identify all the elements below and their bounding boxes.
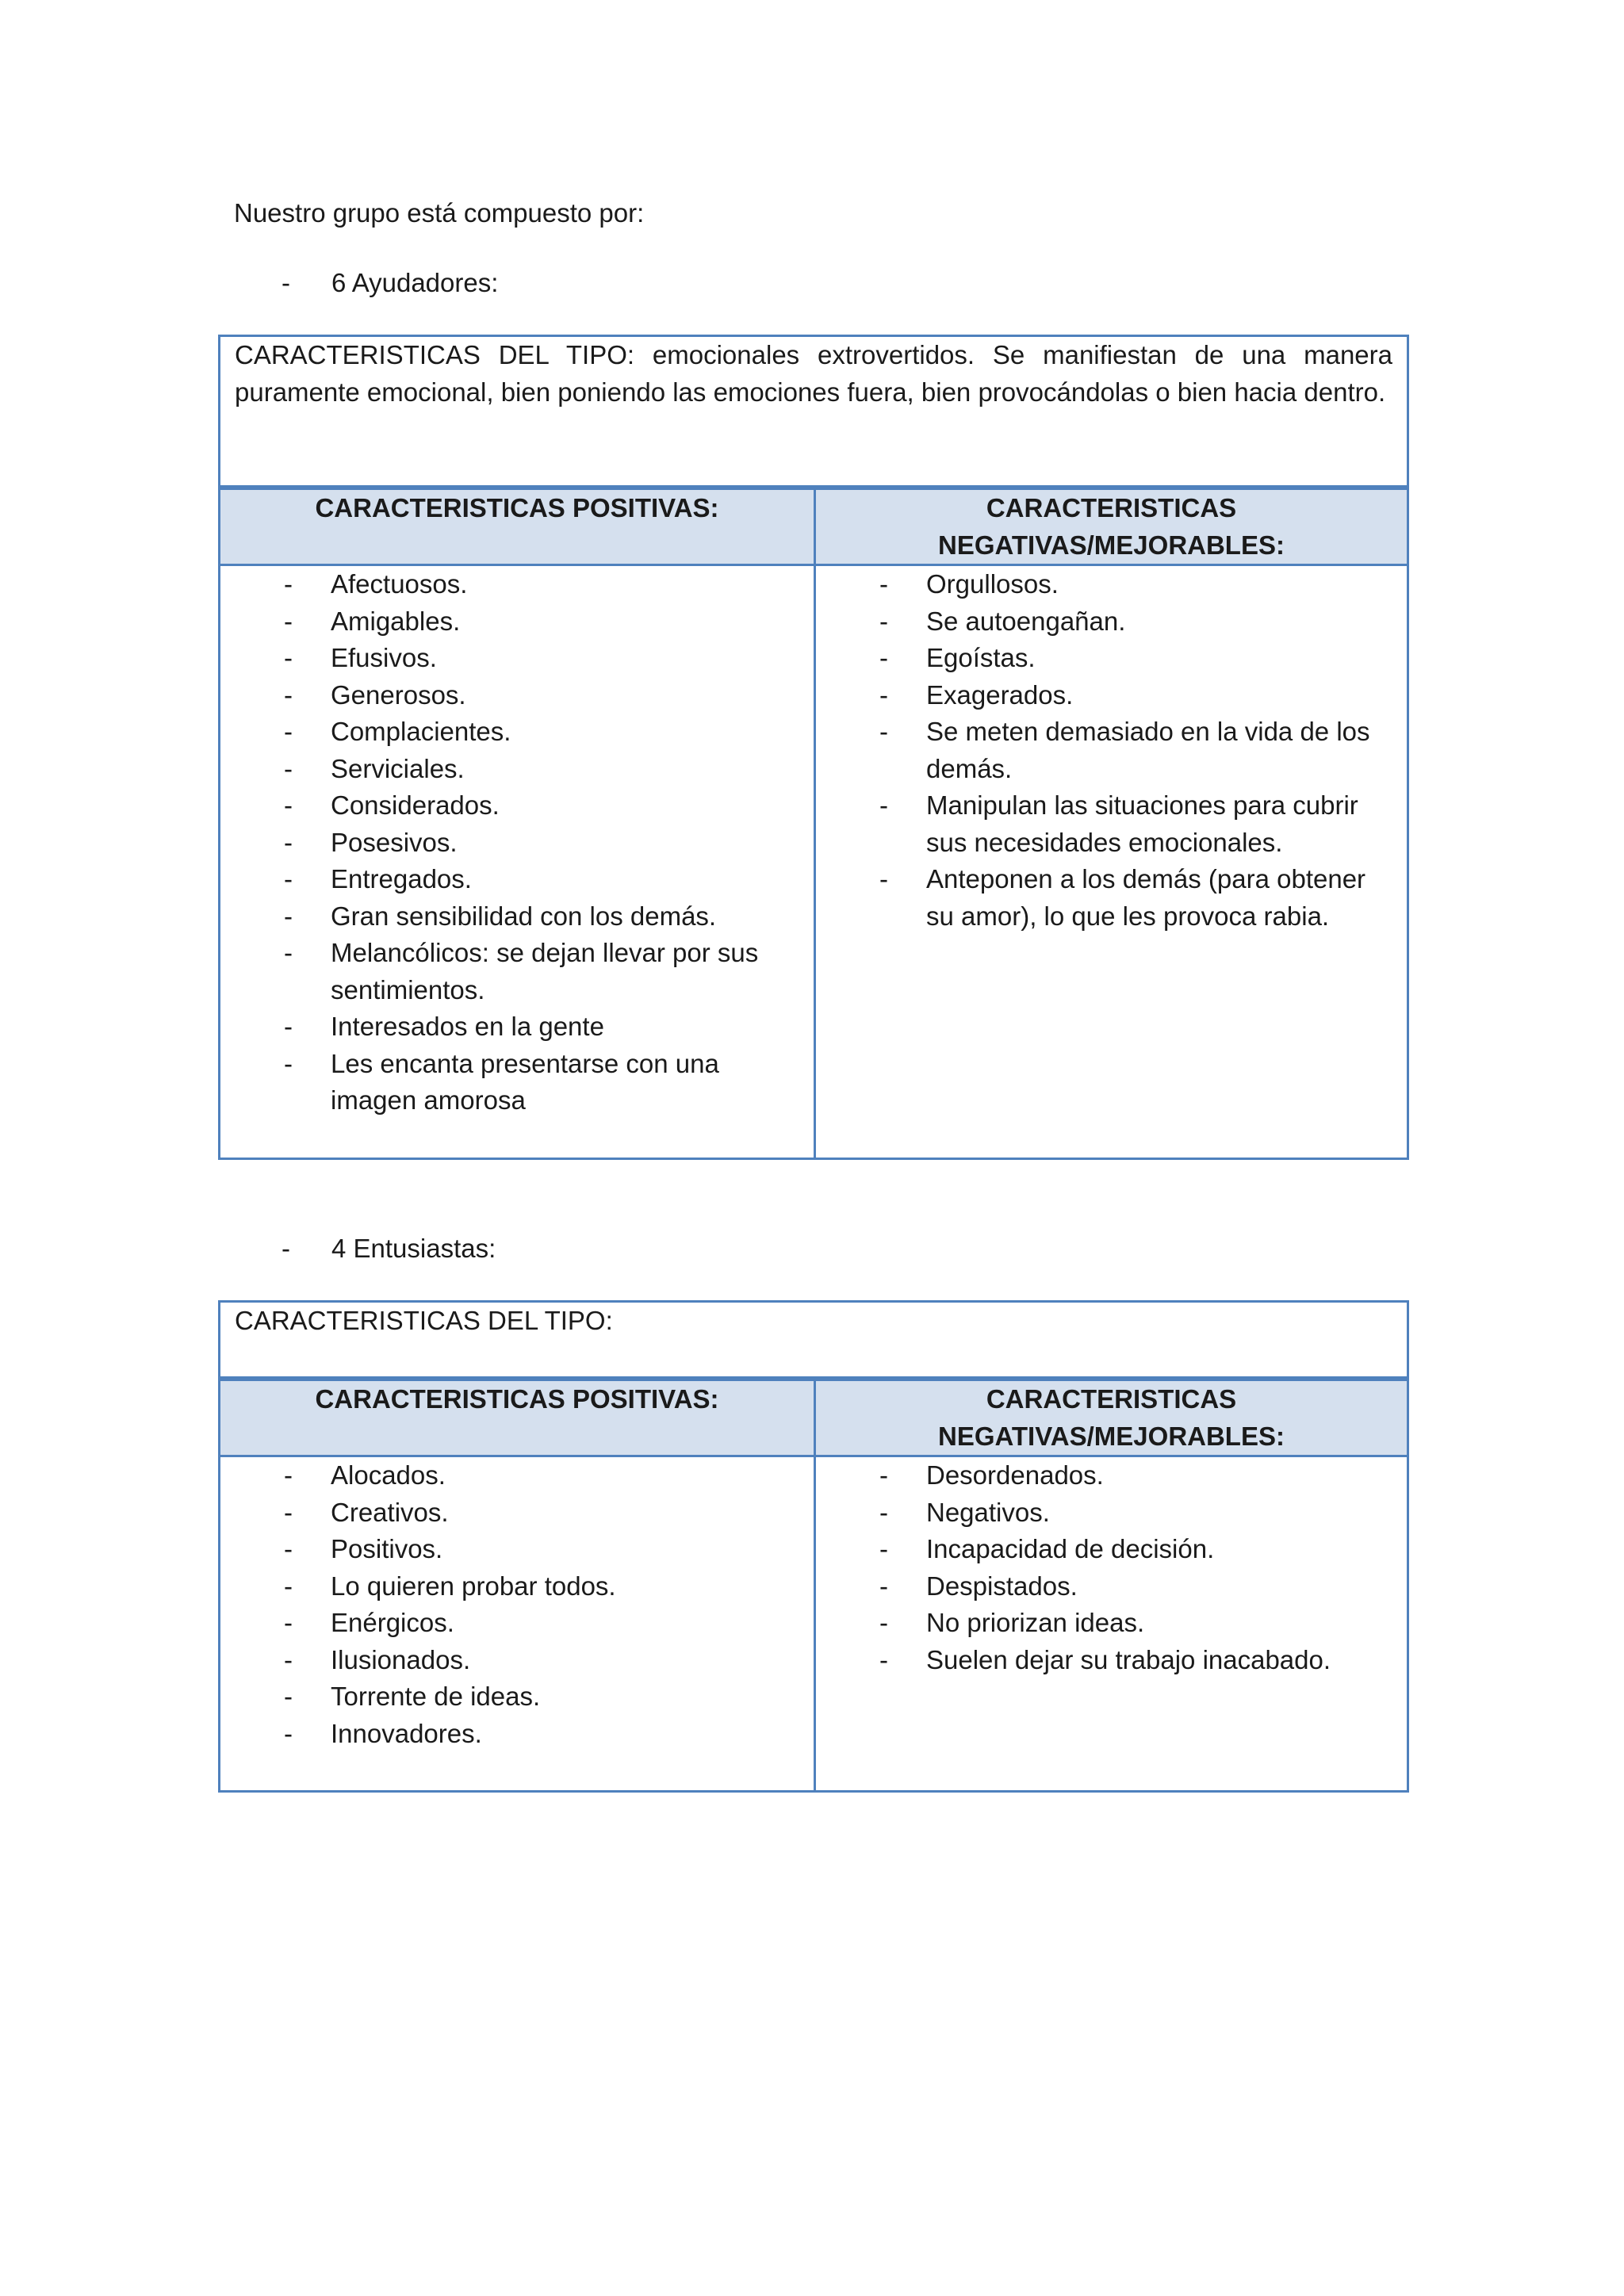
negative-item: - Exagerados.	[879, 677, 1396, 714]
positive-item: - Ilusionados.	[284, 1642, 802, 1679]
positive-item: - Efusivos.	[284, 640, 802, 677]
negative-item: - Egoístas.	[879, 640, 1396, 677]
type-table-entusiastas	[218, 1300, 1409, 1793]
heading-dash: -	[282, 1234, 290, 1263]
positive-item: - Complacientes.	[284, 714, 802, 751]
negative-header-line1: CARACTERISTICAS	[986, 493, 1237, 522]
negative-column	[814, 566, 1407, 1158]
positive-item: - Considerados.	[284, 787, 802, 825]
positive-item: - Alocados.	[284, 1457, 802, 1494]
positive-item: - Amigables.	[284, 603, 802, 641]
negative-item: - Desordenados.	[879, 1457, 1396, 1494]
negative-header-line2: NEGATIVAS/MEJORABLES:	[938, 530, 1285, 560]
type-description: CARACTERISTICAS DEL TIPO:	[220, 1303, 1407, 1381]
negative-item: - No priorizan ideas.	[879, 1605, 1396, 1642]
type-table-ayudadores	[218, 335, 1409, 1160]
columns-header	[220, 1381, 1407, 1457]
positive-item: - Torrente de ideas.	[284, 1678, 802, 1716]
positive-item: - Interesados en la gente	[284, 1008, 802, 1046]
positive-item: - Generosos.	[284, 677, 802, 714]
columns-body	[220, 1457, 1407, 1790]
group-heading-ayudadores	[282, 265, 498, 302]
group-heading-text: 6 Ayudadores:	[331, 268, 499, 297]
group-heading-text: 4 Entusiastas:	[331, 1234, 496, 1263]
negative-item: - Incapacidad de decisión.	[879, 1531, 1396, 1568]
negative-item: - Suelen dejar su trabajo inacabado.	[879, 1642, 1396, 1679]
negative-header-line2: NEGATIVAS/MEJORABLES:	[938, 1421, 1285, 1451]
negative-list	[879, 1457, 1396, 1678]
negative-item: - Se meten demasiado en la vida de los demás.	[879, 714, 1396, 787]
negative-item: - Anteponen a los demás (para obtener su amor), lo que les provoca rabia.	[879, 861, 1396, 935]
negative-item: - Orgullosos.	[879, 566, 1396, 603]
type-description: CARACTERISTICAS DEL TIPO: emocionales extrovertidos. Se manifiestan de una manera puramente emocional, bien poniendo las emociones fuera, bien provocándolas o bien hacia dentro.	[220, 337, 1407, 490]
positive-column	[220, 566, 814, 1158]
positive-item: - Afectuosos.	[284, 566, 802, 603]
positive-item: - Positivos.	[284, 1531, 802, 1568]
positive-item: - Les encanta presentarse con una imagen amorosa	[284, 1046, 802, 1119]
positive-item: - Posesivos.	[284, 825, 802, 862]
negative-item: - Se autoengañan.	[879, 603, 1396, 641]
negative-item: - Manipulan las situaciones para cubrir sus necesidades emocionales.	[879, 787, 1396, 861]
positive-list	[284, 1457, 802, 1752]
group-heading-entusiastas	[282, 1230, 496, 1268]
negative-header	[814, 1381, 1407, 1455]
positive-item: - Lo quieren probar todos.	[284, 1568, 802, 1605]
positive-item: - Innovadores.	[284, 1716, 802, 1753]
positive-item: - Melancólicos: se dejan llevar por sus sentimientos.	[284, 935, 802, 1008]
positive-item: - Serviciales.	[284, 751, 802, 788]
intro-text: Nuestro grupo está compuesto por:	[234, 198, 645, 228]
negative-item: - Negativos.	[879, 1494, 1396, 1532]
negative-header	[814, 490, 1407, 564]
positive-item: - Creativos.	[284, 1494, 802, 1532]
positive-item: - Entregados.	[284, 861, 802, 898]
positive-item: - Gran sensibilidad con los demás.	[284, 898, 802, 936]
columns-body	[220, 566, 1407, 1158]
negative-list	[879, 566, 1396, 935]
heading-dash: -	[282, 268, 290, 297]
negative-column	[814, 1457, 1407, 1790]
negative-item: - Despistados.	[879, 1568, 1396, 1605]
columns-header	[220, 490, 1407, 566]
positive-list	[284, 566, 802, 1119]
positive-column	[220, 1457, 814, 1790]
positive-header: CARACTERISTICAS POSITIVAS:	[315, 493, 719, 522]
positive-header: CARACTERISTICAS POSITIVAS:	[315, 1384, 719, 1414]
positive-item: - Enérgicos.	[284, 1605, 802, 1642]
negative-header-line1: CARACTERISTICAS	[986, 1384, 1237, 1414]
